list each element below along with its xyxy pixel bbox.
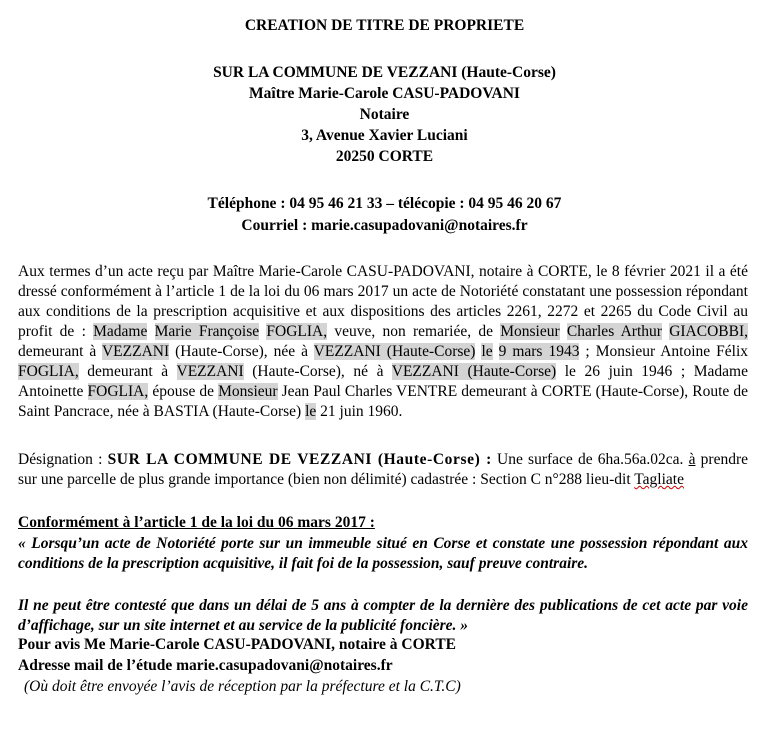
commune-heading: SUR LA COMMUNE DE VEZZANI (Haute-Corse): [213, 64, 556, 81]
notice-signature: Pour avis Me Marie-Carole CASU-PADOVANI, notaire à CORTE: [18, 636, 457, 653]
address-street: 3, Avenue Xavier Luciani: [301, 127, 468, 144]
designation-commune: SUR LA COMMUNE DE VEZZANI (Haute-Corse) :: [107, 451, 492, 468]
highlight-husband-names: Charles Arthur: [566, 323, 662, 340]
receipt-note: (Où doit être envoyée l’avis de réception par la préfecture et la C.T.C): [24, 678, 461, 695]
highlight-madame: Madame: [93, 323, 148, 340]
law-quote-1: « Lorsqu’un acte de Notoriété porte sur un immeuble situé en Corse et constate une possession répondant aux conditions de la prescription acquisitive, il fait foi de la possession, sauf preuve contraire.: [18, 535, 748, 572]
highlight-birthplace-2: VEZZANI (Haute-Corse): [391, 363, 557, 380]
law-quote-2: Il ne peut être contesté que dans un délai de 5 ans à compter de la dernière des publications de cet acte par voie d’affichage, sur un site internet et au service de la publicité foncière. »: [18, 597, 748, 634]
office-email: Adresse mail de l’étude marie.casupadovani@notaires.fr: [18, 657, 393, 674]
email-line: Courriel : marie.casupadovani@notaires.fr: [241, 217, 528, 234]
highlight-surname: FOGLIA,: [266, 323, 328, 340]
highlight-surname-2: FOGLIA,: [18, 363, 79, 380]
highlight-residence-2: VEZZANI: [176, 363, 244, 380]
highlight-birthdate: 9 mars 1943: [498, 343, 580, 360]
designation-paragraph: Désignation : SUR LA COMMUNE DE VEZZANI (Haute-Corse) : Une surface de 6ha.56a.02ca. à prendre sur une parcelle de plus grande importance (bien non délimité) cadastrée : Section C n°288 lieu-dit Tagliate: [18, 451, 748, 488]
address-city: 20250 CORTE: [335, 148, 434, 165]
notary-role: Notaire: [359, 106, 410, 123]
highlight-monsieur-2: Monsieur: [218, 383, 278, 400]
article-heading: Conformément à l’article 1 de la loi du 06 mars 2017 :: [18, 514, 375, 531]
lieu-dit-name: Tagliate: [634, 471, 684, 488]
highlight-first-names: Marie Françoise: [154, 323, 260, 340]
highlight-surname-3: FOGLIA,: [87, 383, 149, 400]
highlight-monsieur: Monsieur: [500, 323, 560, 340]
document-title: CREATION DE TITRE DE PROPRIETE: [244, 17, 525, 34]
notoriety-paragraph: Aux termes d’un acte reçu par Maître Marie-Carole CASU-PADOVANI, notaire à CORTE, le 8 février 2021 il a été dressé conformément à l’article 1 de la loi du 06 mars 2017 un acte de Notoriété constatant une possession répondant aux conditions de la prescription acquisitive et aux dispositions des articles 2261, 2272 et 2265 du Code Civil au profit de : Madame Marie Françoise FOGLIA, veuve, non remariée, de Monsieur Charles Arthur GIACOBBI, demeurant à VEZZANI (Haute-Corse), née à VEZZANI (Haute-Corse) le 9 mars 1943 ; Monsieur Antoine Félix FOGLIA, demeurant à VEZZANI (Haute-Corse), né à VEZZANI (Haute-Corse) le 26 juin 1946 ; Madame Antoinette FOGLIA, épouse de Monsieur Jean Paul Charles VENTRE demeurant à CORTE (Haute-Corse), Route de Saint Pancrace, née à BASTIA (Haute-Corse) le 21 juin 1960.: [18, 263, 749, 420]
highlight-husband-surname: GIACOBBI,: [669, 323, 748, 340]
notary-name: Maître Marie-Carole CASU-PADOVANI: [249, 85, 520, 102]
phone-line: Téléphone : 04 95 46 21 33 – télécopie : 04 95 46 20 67: [207, 195, 562, 212]
highlight-residence: VEZZANI: [101, 343, 170, 360]
highlight-le: le: [481, 343, 493, 360]
highlight-le-2: le: [305, 403, 317, 420]
highlight-birthplace: VEZZANI (Haute-Corse): [313, 343, 476, 360]
